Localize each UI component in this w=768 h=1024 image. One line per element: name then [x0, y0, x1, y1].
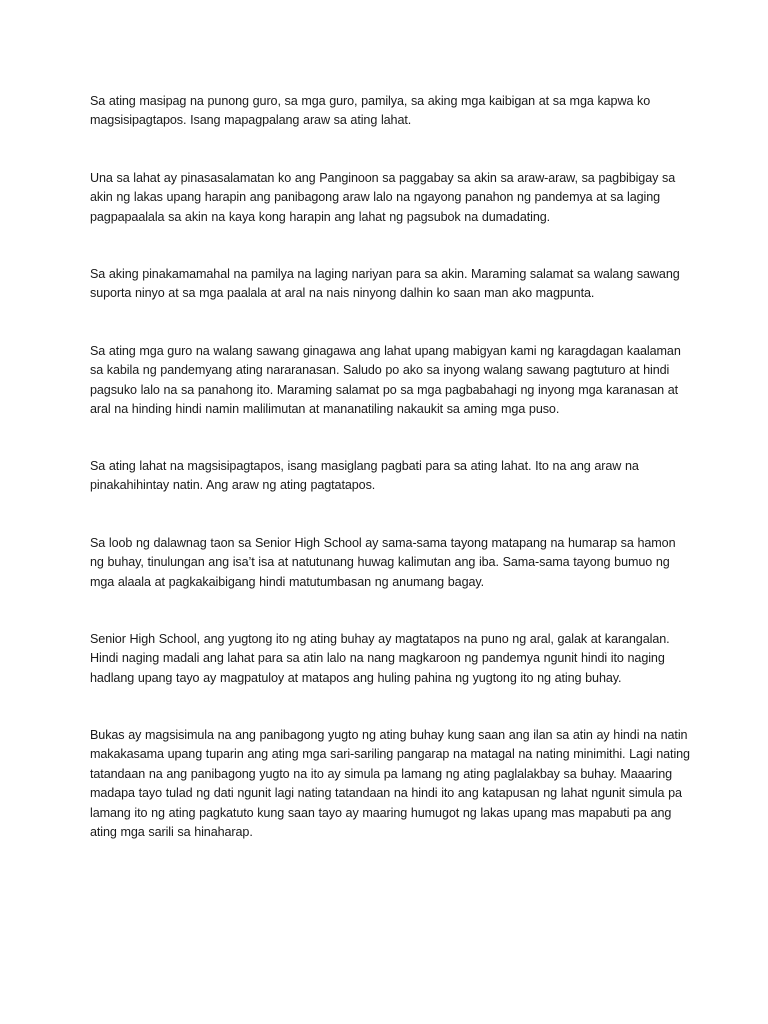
paragraph-teachers: Sa ating mga guro na walang sawang ginagawa ang lahat upang mabigyan kami ng karagdagan kaalaman sa kabila ng pandemyang ating nararanasan. Saludo po ako sa inyong walang sawang pagtuturo at hindi pagsuko lalo na sa panahong ito. Maraming salamat po sa mga pagbabahagi ng inyong mga karanasan at aral na hinding hindi namin malilimutan at mananatiling nakaukit sa aming mga puso. — [90, 344, 681, 417]
paragraph-family: Sa aking pinakamamahal na pamilya na laging nariyan para sa akin. Maraming salamat sa walang sawang suporta ninyo at sa mga paalala at aral na nais ninyong dalhin ko saan man ako magpunta. — [90, 267, 680, 301]
paragraph-thanks-lord: Una sa lahat ay pinasasalamatan ko ang Panginoon sa paggabay sa akin sa araw-araw, sa pagbibigay sa akin ng lakas upang harapin ang panibagong araw lalo na ngayong panahon ng pandemya at sa laging pagpapaalala sa akin na kaya kong harapin ang lahat ng pagsubok na dumadating. — [90, 171, 676, 224]
paragraph-greeting: Sa ating masipag na punong guro, sa mga guro, pamilya, sa aking mga kaibigan at sa mga kapwa ko magsisipagtapos. Isang mapagpalang araw sa ating lahat. — [90, 94, 651, 128]
paragraph-new-chapter: Bukas ay magsisimula na ang panibagong yugto ng ating buhay kung saan ang ilan sa atin ay hindi na natin makakasama upang tuparin ang ating mga sari-sariling pangarap na matagal na nating minimithi. Lagi nating tatandaan na ang panibagong yugto na ito ay simula pa lamang ng ating paglalakbay sa buhay. Maaaring madapa tayo tulad ng dati ngunit lagi nating tatandaan na hindi ito ang katapusan ng lahat ngunit simula pa lamang ito ng ating pagkatuto kung saan tayo ay maaring humugot ng lakas upang mas mapabuti pa ang ating mga sarili sa hinaharap. — [90, 728, 690, 840]
paragraph-senior-high-end: Senior High School, ang yugtong ito ng ating buhay ay magtatapos na puno ng aral, galak at karangalan. Hindi naging madali ang lahat para sa atin lalo na nang magkaroon ng pandemya ngunit hindi ito naging hadlang upang tayo ay magpatuloy at matapos ang huling pahina ng yugtong ito ng ating buhay. — [90, 632, 670, 685]
paragraph-graduates: Sa ating lahat na magsisipagtapos, isang masiglang pagbati para sa ating lahat. Ito na ang araw na pinakahihintay natin. Ang araw ng ating pagtatapos. — [90, 459, 639, 493]
paragraph-senior-high-years: Sa loob ng dalawnag taon sa Senior High School ay sama-sama tayong matapang na humarap sa hamon ng buhay, tinulungan ang isa’t isa at natutunang huwag kalimutan ang iba. Sama-sama tayong bumuo ng mga alaala at pagkakaibigang hindi matutumbasan ng anumang bagay. — [90, 536, 676, 589]
